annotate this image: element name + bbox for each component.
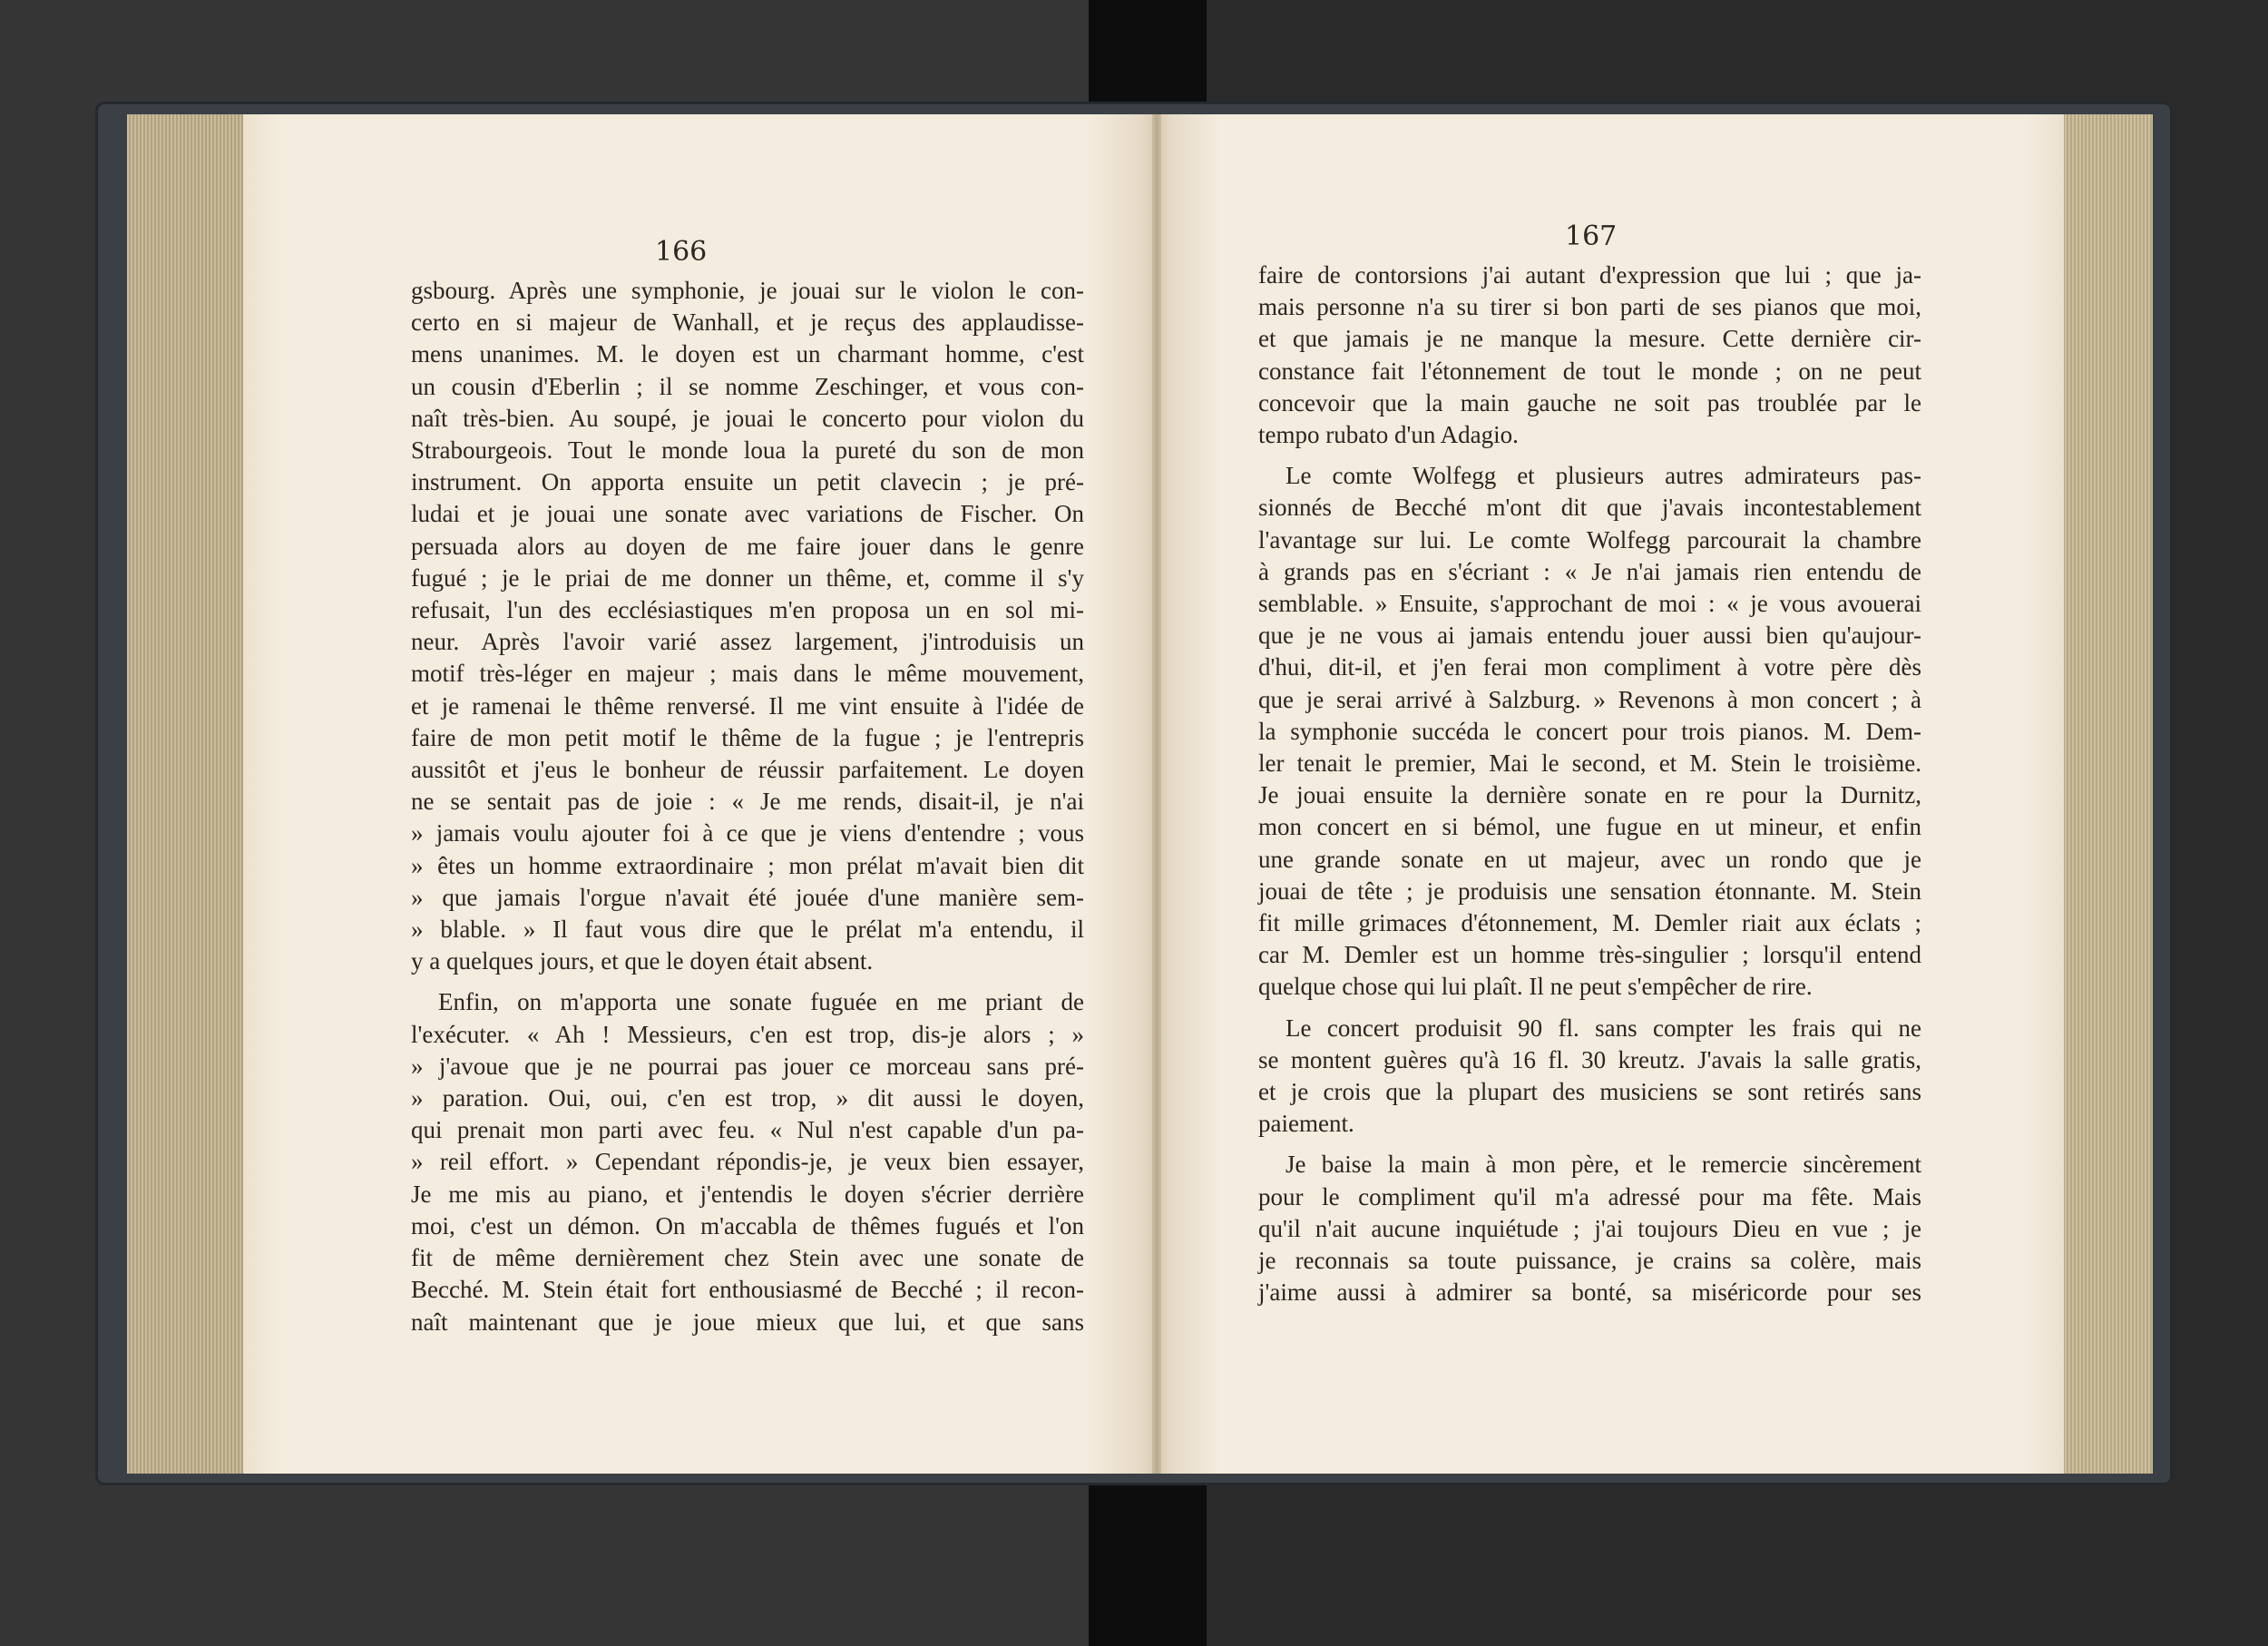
text-line: car M. Demler est un homme très-singulier ; lorsqu'il entend (1258, 941, 1921, 969)
text-line: semblable. » Ensuite, s'approchant de moi : « je vous avouerai (1258, 590, 1921, 618)
text-line: aussitôt et j'eus le bonheur de réussir parfaitement. Le doyen (411, 756, 1084, 784)
text-line: Le comte Wolfegg et plusieurs autres admirateurs pas- (1286, 462, 1921, 490)
text-line: mais personne n'a su tirer si bon parti de ses pianos que moi, (1258, 293, 1921, 321)
text-line: » j'avoue que je ne pourrai pas jouer ce morceau sans pré- (411, 1052, 1084, 1080)
text-line: qui prenait mon parti avec feu. « Nul n'est capable d'un pa- (411, 1116, 1084, 1144)
text-line: » paration. Oui, oui, c'en est trop, » dit aussi le doyen, (411, 1084, 1084, 1112)
book-spine-fold (1152, 114, 1161, 1474)
text-line: un cousin d'Eberlin ; il se nomme Zeschinger, et vous con- (411, 372, 1084, 400)
text-line: paiement. (1258, 1110, 1354, 1138)
text-line: je reconnais sa toute puissance, je crains sa colère, mais (1258, 1247, 1921, 1275)
text-line: tempo rubato d'un Adagio. (1258, 421, 1519, 449)
text-line: jouai de tête ; je produisis une sensation étonnante. M. Stein (1258, 877, 1921, 905)
text-line: » reil effort. » Cependant répondis-je, je veux bien essayer, (411, 1148, 1084, 1176)
text-line: y a quelques jours, et que le doyen était absent. (411, 947, 874, 975)
text-line: persuada alors au doyen de me faire jouer dans le genre (411, 532, 1084, 560)
text-line: neur. Après l'avoir varié assez largement, j'introduisis un (411, 628, 1084, 656)
text-line: ler tenait le premier, Mai le second, et M. Stein le troisième. (1258, 750, 1921, 778)
text-line: naît très-bien. Au soupé, je jouai le concerto pour violon du (411, 404, 1084, 432)
page-number-left: 166 (655, 236, 708, 268)
right-page-text (1258, 260, 1921, 1309)
text-line: Becché. M. Stein était fort enthousiasmé de Becché ; il recon- (411, 1276, 1084, 1304)
text-line: quelque chose qui lui plaît. Il ne peut s'empêcher de rire. (1258, 973, 1813, 1001)
text-line: concevoir que la main gauche ne soit pas troublée par le (1258, 388, 1921, 416)
text-line: moi, c'est un démon. On m'accabla de thêmes fugués et l'on (411, 1211, 1084, 1239)
text-line: que je ne vous ai jamais entendu jouer aussi bien qu'aujour- (1258, 622, 1921, 650)
text-line: Le concert produisit 90 fl. sans compter les frais qui ne (1286, 1014, 1921, 1042)
text-line: à grands pas en s'écriant : « Je n'ai jamais rien entendu de (1258, 557, 1921, 585)
text-line: fugué ; je le priai de me donner un thême, et, comme il s'y (411, 563, 1084, 592)
text-line: motif très-léger en majeur ; mais dans le même mouvement, (411, 660, 1084, 688)
text-line: » que jamais l'orgue n'avait été jouée d'une manière sem- (411, 883, 1084, 911)
text-line: ne se sentait pas de joie : « Je me rends, disait-il, je n'ai (411, 788, 1084, 816)
text-line: » jamais voulu ajouter foi à ce que je viens d'entendre ; vous (411, 819, 1084, 847)
page-edges-right (2048, 114, 2153, 1474)
text-line: sionnés de Becché m'ont dit que j'avais incontestablement (1258, 494, 1921, 522)
page-edges-left (127, 114, 259, 1474)
text-line: » blable. » Il faut vous dire que le prélat m'a entendu, il (411, 916, 1084, 944)
text-line: Je baise la main à mon père, et le remercie sincèrement (1286, 1151, 1921, 1179)
text-line: Strabourgeois. Tout le monde loua la pureté du son de mon (411, 436, 1084, 465)
text-line: d'hui, dit-il, et j'en ferai mon compliment à votre père dès (1258, 653, 1921, 681)
text-line: pour le compliment qu'il m'a adressé pour ma fête. Mais (1258, 1182, 1921, 1210)
text-line: l'avantage sur lui. Le comte Wolfegg parcourait la chambre (1258, 525, 1921, 554)
text-line: la symphonie succéda le concert pour trois pianos. M. Dem- (1258, 717, 1921, 745)
text-line: naît maintenant que je joue mieux que lui, et que sans (411, 1308, 1084, 1336)
text-line: mens unanimes. M. le doyen est un charmant homme, c'est (411, 340, 1084, 368)
text-line: Enfin, on m'apporta une sonate fuguée en me priant de (438, 988, 1084, 1016)
text-line: que je serai arrivé à Salzburg. » Revenons à mon concert ; à (1258, 685, 1921, 713)
page-number-right: 167 (1565, 220, 1618, 252)
text-line: fit mille grimaces d'étonnement, M. Demler riait aux éclats ; (1258, 909, 1921, 937)
text-line: gsbourg. Après une symphonie, je jouai sur le violon le con- (411, 277, 1084, 304)
text-line: constance fait l'étonnement de tout le monde ; on ne peut (1258, 357, 1921, 385)
text-line: certo en si majeur de Wanhall, et je reçus des applaudisse- (411, 309, 1084, 337)
text-line: j'aime aussi à admirer sa bonté, sa miséricorde pour ses (1258, 1279, 1921, 1307)
text-line: mon concert en si bémol, une fugue en ut mineur, et enfin (1258, 813, 1921, 841)
text-line: faire de mon petit motif le thême de la fugue ; je l'entrepris (411, 723, 1084, 751)
text-line: et je crois que la plupart des musiciens se sont retirés sans (1258, 1078, 1921, 1106)
text-line: Je jouai ensuite la dernière sonate en re pour la Durnitz, (1258, 781, 1921, 809)
text-line: qu'il n'ait aucune inquiétude ; j'ai toujours Dieu en vue ; je (1258, 1214, 1921, 1242)
text-line: ludai et je jouai une sonate avec variations de Fischer. On (411, 500, 1084, 528)
text-line: faire de contorsions j'ai autant d'expression que lui ; que ja- (1258, 261, 1921, 289)
text-line: l'exécuter. « Ah ! Messieurs, c'en est trop, dis-je alors ; » (411, 1020, 1084, 1048)
text-line: instrument. On apporta ensuite un petit clavecin ; je pré- (411, 468, 1084, 496)
left-page-text (411, 275, 1084, 1338)
text-line: et je ramenai le thême renversé. Il me vint ensuite à l'idée de (411, 691, 1084, 720)
text-line: refusait, l'un des ecclésiastiques m'en proposa un en sol mi- (411, 596, 1084, 624)
text-line: » êtes un homme extraordinaire ; mon prélat m'avait bien dit (411, 851, 1084, 879)
text-line: se montent guères qu'à 16 fl. 30 kreutz. J'avais la salle gratis, (1258, 1045, 1921, 1073)
text-line: une grande sonate en ut majeur, avec un rondo que je (1258, 845, 1921, 873)
text-line: fit de même dernièrement chez Stein avec une sonate de (411, 1244, 1084, 1272)
text-line: et que jamais je ne manque la mesure. Cette dernière cir- (1258, 325, 1921, 353)
text-line: Je me mis au piano, et j'entendis le doyen s'écrier derrière (411, 1180, 1084, 1208)
